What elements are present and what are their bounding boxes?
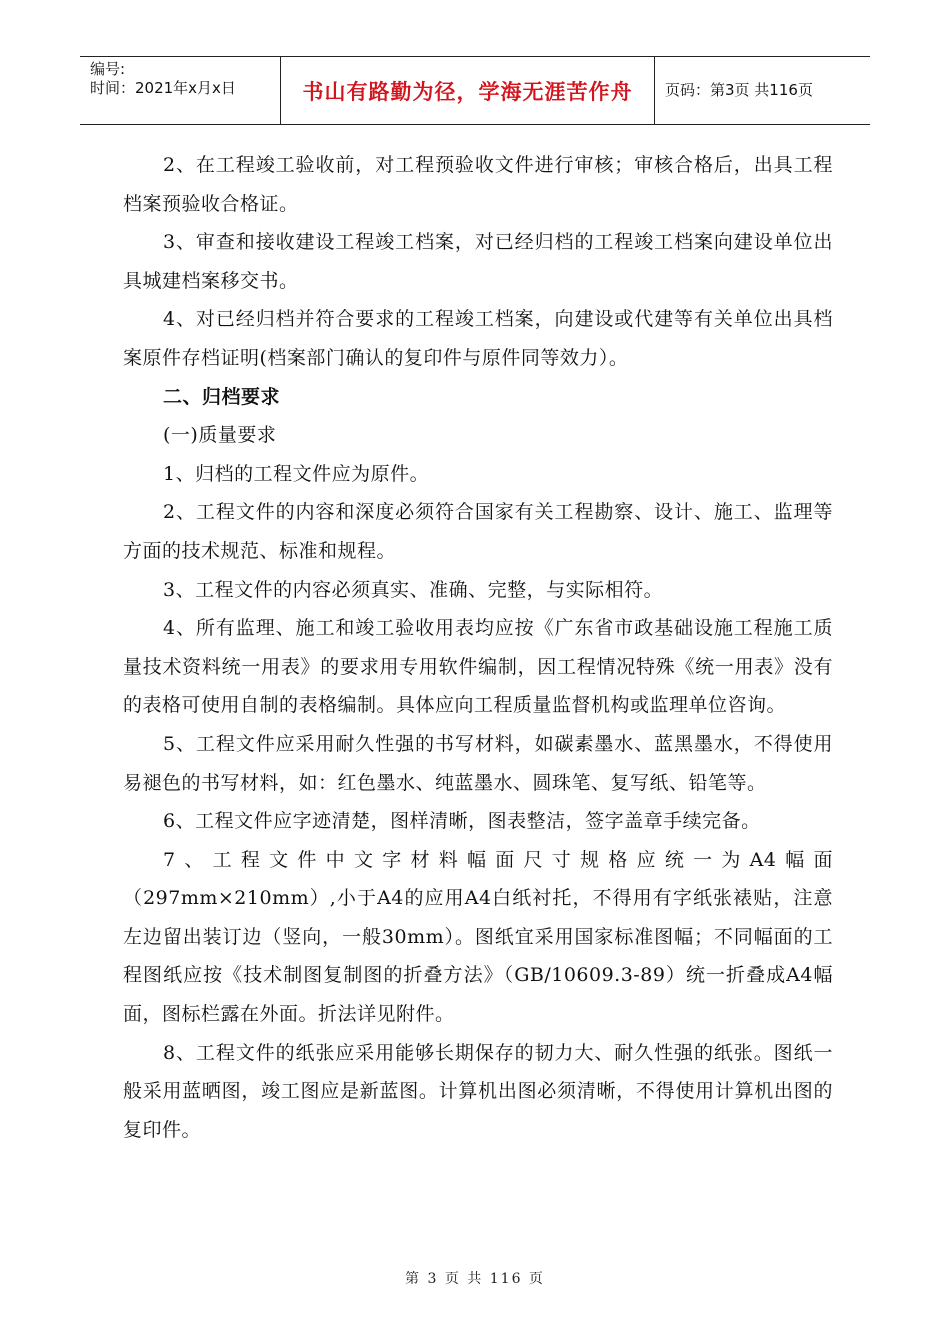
body-paragraph: 4、对已经归档并符合要求的工程竣工档案，向建设或代建等有关单位出具档案原件存档证明(档案部门确认的复印件与原件同等效力）。 xyxy=(123,308,833,369)
body-paragraph: 3、工程文件的内容必须真实、准确、完整，与实际相符。 xyxy=(163,578,664,601)
body-paragraph: 8、工程文件的纸张应采用能够长期保存的韧力大、耐久性强的纸张。图纸一般采用蓝晒图，竣工图应是新蓝图。计算机出图必须清晰，不得使用计算机出图的复印件。 xyxy=(123,1041,833,1141)
body-paragraph: 3、审查和接收建设工程竣工档案，对已经归档的工程竣工档案向建设单位出具城建档案移交书。 xyxy=(123,231,833,292)
page-header xyxy=(80,56,870,125)
page-footer: 第 3 页 共 116 页 xyxy=(405,1271,545,1287)
body-paragraph: 6、工程文件应字迹清楚，图样清晰，图表整洁，签字盖章手续完备。 xyxy=(163,810,761,833)
header-page-info: 页码：第3页 共116页 xyxy=(665,81,813,99)
header-motto-cell xyxy=(281,57,655,124)
header-motto: 书山有路勤为径，学海无涯苦作舟 xyxy=(302,79,633,104)
body-paragraph: (一)质量要求 xyxy=(163,424,277,447)
body-paragraph: 7、工程文件中文字材料幅面尺寸规格应统一为A4幅面（297mm×210mm）,小于A4的应用A4白纸衬托，不得用有字纸张裱贴，注意左边留出装订边（竖向，一般30mm）。图纸宜采用国家标准图幅；不同幅面的工程图纸应按《技术制图复制图的折叠方法》（GB/10609.3-89）统一折叠成A4幅面，图标栏露在外面。折法详见附件。 xyxy=(123,848,833,1026)
document-number-label: 编号: xyxy=(90,60,126,78)
header-meta-cell xyxy=(80,57,281,124)
body-paragraph: 2、工程文件的内容和深度必须符合国家有关工程勘察、设计、施工、监理等方面的技术规范、标准和规程。 xyxy=(123,501,833,562)
document-body xyxy=(123,146,833,1149)
body-paragraph: 2、在工程竣工验收前，对工程预验收文件进行审核；审核合格后，出具工程档案预验收合格证。 xyxy=(123,154,833,215)
body-paragraph: 4、所有监理、施工和竣工验收用表均应按《广东省市政基础设施工程施工质量技术资料统一用表》的要求用专用软件编制，因工程情况特殊《统一用表》没有的表格可使用自制的表格编制。具体应向工程质量监督机构或监理单位咨询。 xyxy=(123,617,833,717)
header-page-cell xyxy=(655,57,870,124)
document-date: 时间：2021年x月x日 xyxy=(90,79,236,97)
body-paragraph: 5、工程文件应采用耐久性强的书写材料，如碳素墨水、蓝黑墨水，不得使用易褪色的书写材料，如：红色墨水、纯蓝墨水、圆珠笔、复写纸、铅笔等。 xyxy=(123,732,833,794)
section-heading: 二、归档要求 xyxy=(163,385,281,408)
body-paragraph: 1、归档的工程文件应为原件。 xyxy=(163,462,430,485)
